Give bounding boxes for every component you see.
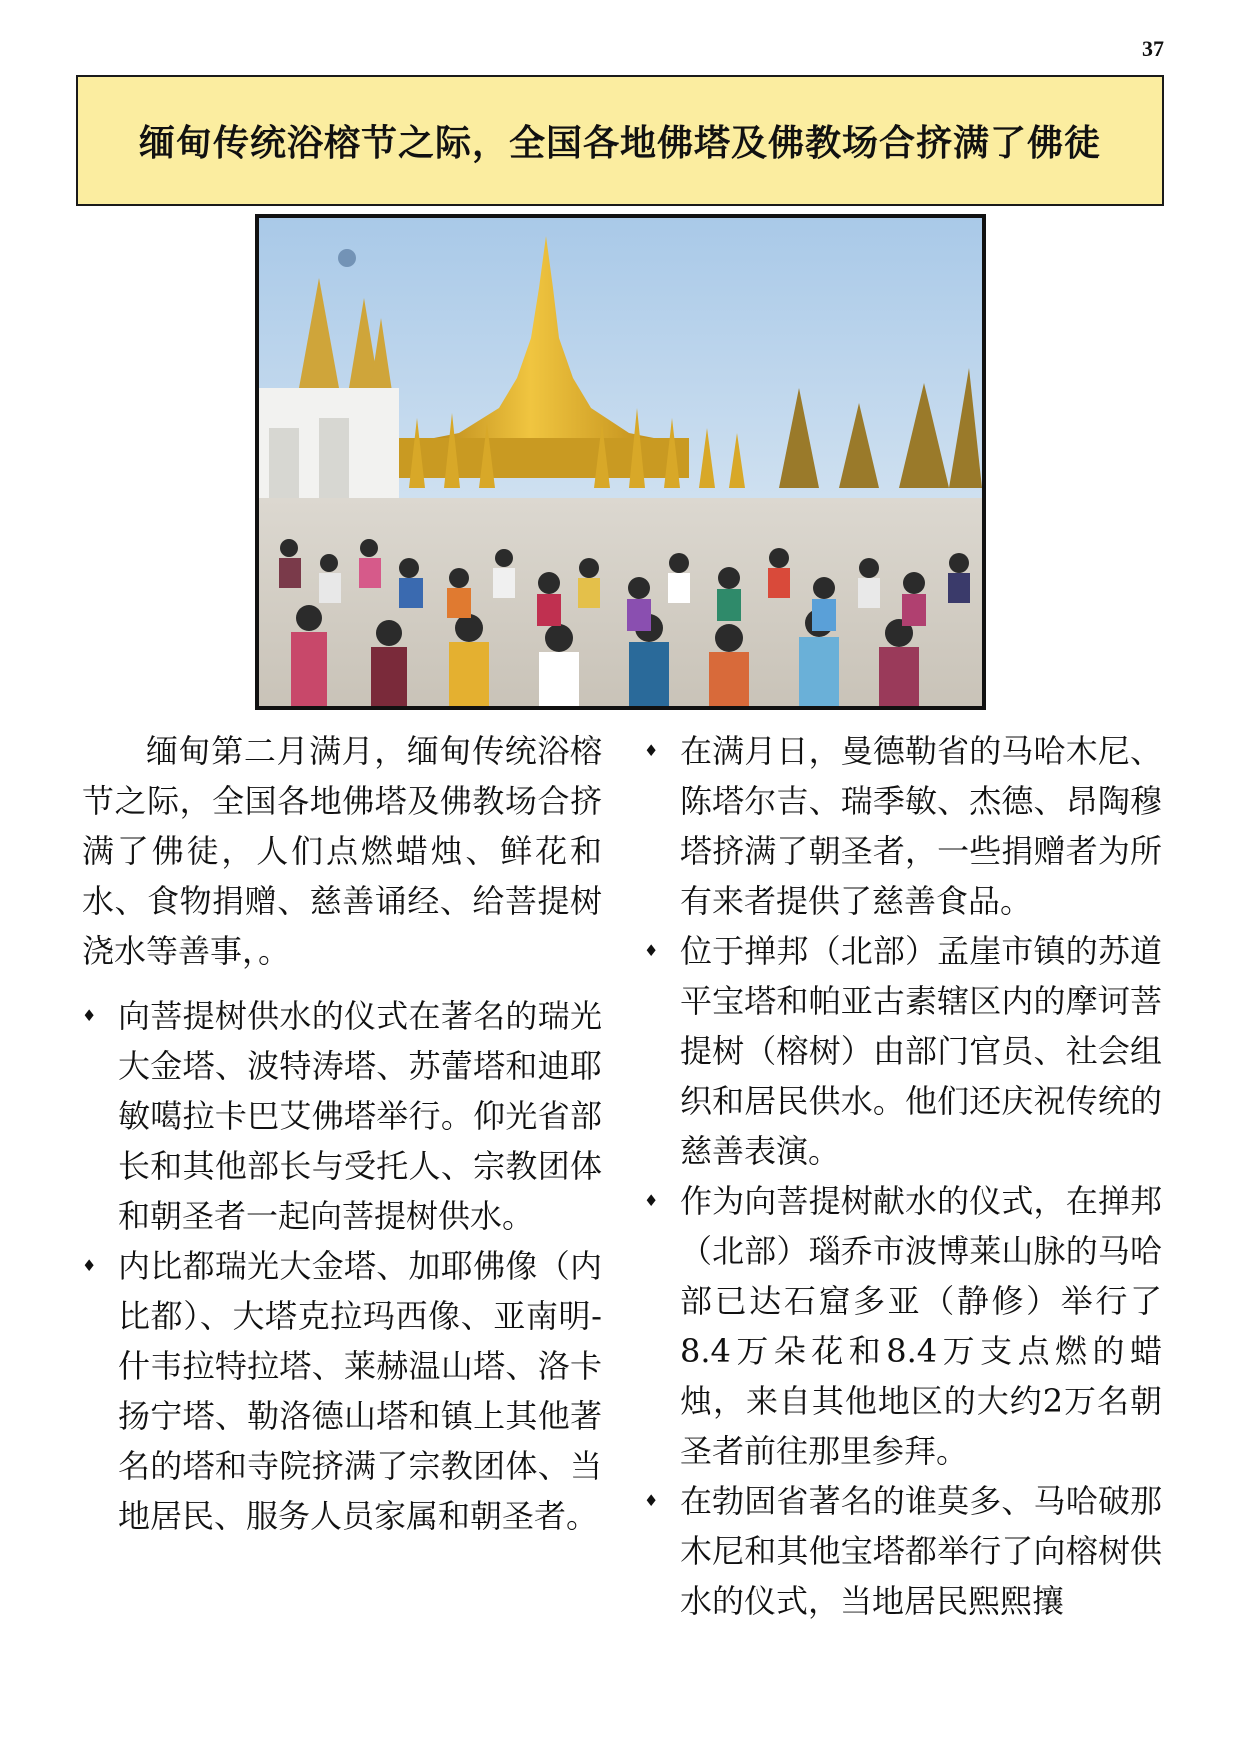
list-item: ♦ 向菩提树供水的仪式在著名的瑞光大金塔、波特涛塔、苏蕾塔和迪耶敏噶拉卡巴艾佛塔举行。仰光省部长和其他部长与受托人、宗教团体和朝圣者一起向菩提树供水。 [82,991,602,1241]
page-number: 37 [1142,36,1164,61]
shwedagon-pagoda-photo-icon [259,218,982,706]
title-box [76,75,1164,206]
list-item: ♦ 作为向菩提树献水的仪式，在掸邦（北部）瑙乔市波博莱山脉的马哈部已达石窟多亚（静修）举行了8.4万朵花和8.4万支点燃的蜡烛，来自其他地区的大约2万名朝圣者前往那里参拜。 [644,1176,1162,1476]
list-item: ♦ 在勃固省著名的谁莫多、马哈破那木尼和其他宝塔都举行了向榕树供水的仪式，当地居民熙熙攘 [644,1476,1162,1626]
page-title: 缅甸传统浴榕节之际，全国各地佛塔及佛教场合挤满了佛徒 [138,123,1101,164]
list-item: ♦ 内比都瑞光大金塔、加耶佛像（内比都）、大塔克拉玛西像、亚南明-什韦拉特拉塔、莱赫温山塔、洛卡扬宁塔、勒洛德山塔和镇上其他著名的塔和寺院挤满了宗教团体、当地居民、服务人员家属和朝圣者。 [82,1241,602,1541]
list-item: ♦ 位于掸邦（北部）孟崖市镇的苏道平宝塔和帕亚古素辖区内的摩诃菩提树（榕树）由部门官员、社会组织和居民供水。他们还庆祝传统的慈善表演。 [644,926,1162,1176]
right-bullet-list [644,726,1162,1626]
pagoda-photo [255,214,986,710]
intro-paragraph: 缅甸第二月满月，缅甸传统浴榕节之际，全国各地佛塔及佛教场合挤满了佛徒，人们点燃蜡烛、鲜花和水、食物捐赠、慈善诵经、给菩提树浇水等善事，。 [82,732,602,970]
left-bullet-list [82,991,602,1541]
right-column [644,726,1162,1626]
left-column [82,726,602,1541]
list-item: ♦ 在满月日，曼德勒省的马哈木尼、陈塔尔吉、瑞季敏、杰德、昂陶穆塔挤满了朝圣者，一些捐赠者为所有来者提供了慈善食品。 [644,726,1162,926]
